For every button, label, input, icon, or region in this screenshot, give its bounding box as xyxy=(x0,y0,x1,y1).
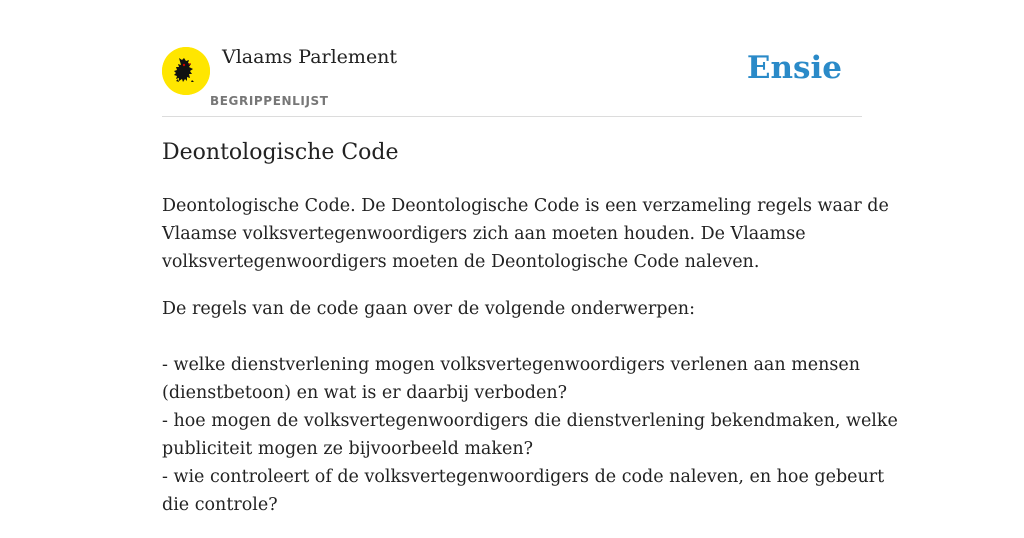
text-line: Vlaamse volksvertegenwoordigers zich aan moeten houden. De Vlaamse xyxy=(162,224,806,244)
header xyxy=(162,0,862,117)
section-label[interactable]: BEGRIPPENLIJST xyxy=(210,94,329,108)
topic-line: - wie controleert of de volksvertegenwoordigers de code naleven, en hoe gebeurt xyxy=(162,467,885,487)
article-body xyxy=(162,192,898,538)
org-name: Vlaams Parlement xyxy=(222,46,398,68)
page-title: Deontologische Code xyxy=(162,140,399,165)
topic-line: die controle? xyxy=(162,495,278,515)
blank-line xyxy=(162,323,862,351)
topics-paragraph xyxy=(162,295,898,519)
text-line: Deontologische Code. De Deontologische Code is een verzameling regels waar de xyxy=(162,196,889,216)
flemish-lion-icon xyxy=(162,47,210,95)
brand-logo-link[interactable]: Ensie xyxy=(746,50,842,86)
topic-line: - hoe mogen de volksvertegenwoordigers die dienstverlening bekendmaken, welke xyxy=(162,411,898,431)
definition-paragraph xyxy=(162,192,889,276)
topic-line: publiciteit mogen ze bijvoorbeeld maken? xyxy=(162,439,533,459)
topics-intro: De regels van de code gaan over de volgende onderwerpen: xyxy=(162,299,695,319)
topic-line: - welke dienstverlening mogen volksvertegenwoordigers verlenen aan mensen xyxy=(162,355,861,375)
page xyxy=(162,0,898,515)
text-line: volksvertegenwoordigers moeten de Deontologische Code naleven. xyxy=(162,252,760,272)
topic-line: (dienstbetoon) en wat is er daarbij verboden? xyxy=(162,383,567,403)
